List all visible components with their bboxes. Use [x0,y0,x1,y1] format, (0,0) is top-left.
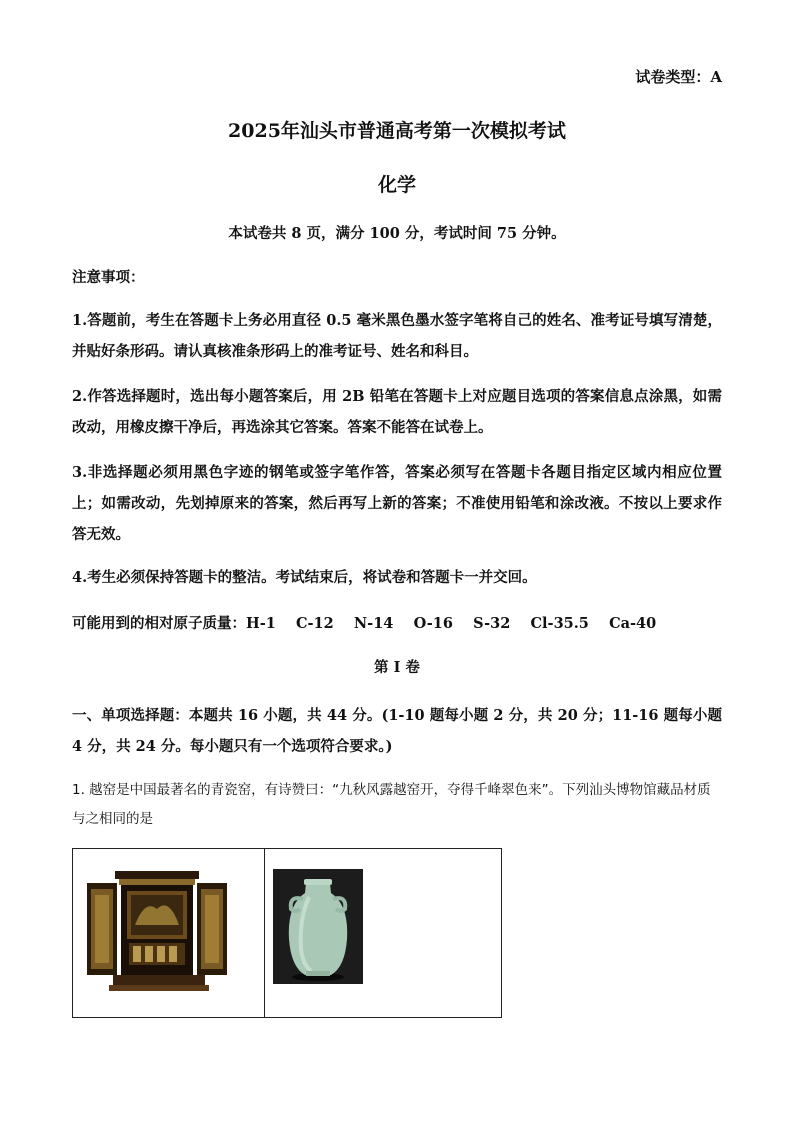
paper-type: 试卷类型：A [635,68,722,86]
question-1-image-table [72,848,502,1018]
notice-item-1: 1.答题前，考生在答题卡上务必用直径 0.5 毫米黑色墨水签字笔将自己的姓名、准考证号填写清楚，并贴好条形码。请认真核准条形码上的准考证号、姓名和科目。 [72,312,722,360]
carved-wooden-shrine-image [85,869,229,991]
exam-info: 本试卷共 8 页，满分 100 分，考试时间 75 分钟。 [228,225,566,242]
atomic-masses: 可能用到的相对原子质量：H-1 C-12 N-14 O-16 S-32 Cl-35.5 Ca-40 [72,615,657,632]
exam-title: 2025年汕头市普通高考第一次模拟考试 [228,120,566,142]
image-cell-1 [73,849,265,1017]
celadon-vase-image [273,869,363,984]
notice-item-2: 2.作答选择题时，选出每小题答案后，用 2B 铅笔在答题卡上对应题目选项的答案信息点涂黑，如需改动，用橡皮擦干净后，再选涂其它答案。答案不能答在试卷上。 [72,388,722,436]
image-cell-2 [265,849,501,1017]
notice-item-4: 4.考生必须保持答题卡的整洁。考试结束后，将试卷和答题卡一并交回。 [72,569,537,586]
subject-title: 化学 [377,174,416,196]
section-heading: 一、单项选择题：本题共 16 小题，共 44 分。(1-10 题每小题 2 分，共 20 分；11-16 题每小题 4 分，共 24 分。每小题只有一个选项符合要求。) [72,707,722,755]
notice-item-3: 3.非选择题必须用黑色字迹的钢笔或签字笔作答，答案必须写在答题卡各题目指定区域内相应位置上；如需改动，先划掉原来的答案，然后再写上新的答案；不准使用铅笔和涂改液。不按以上要求作答无效。 [72,464,722,543]
notice-heading: 注意事项： [72,269,145,286]
volume-title: 第 I 卷 [374,659,420,676]
question-1-text: 1. 越窑是中国最著名的青瓷窑，有诗赞曰：“九秋风露越窑开，夺得千峰翠色来”。下列汕头博物馆藏品材质与之相同的是 [72,782,711,827]
